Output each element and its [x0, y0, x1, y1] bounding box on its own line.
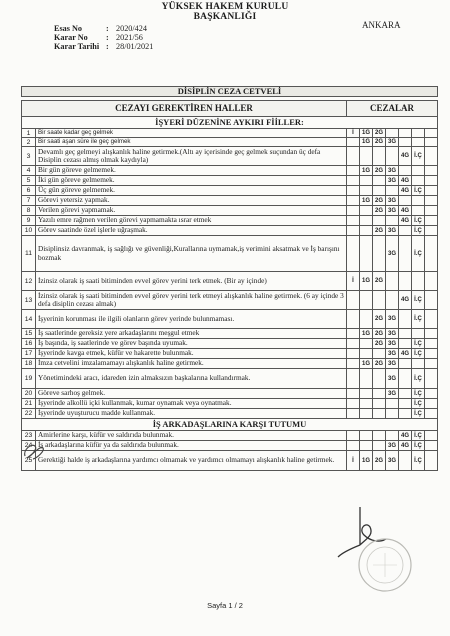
penalty-cell [399, 310, 412, 328]
table-title: DİSİPLİN CEZA CETVELİ [21, 86, 438, 97]
penalty-cell: İ.Ç [412, 369, 425, 388]
penalty-cell: 3G [386, 196, 399, 205]
offense-text: İzinsiz olarak iş saati bitiminden evvel görev yerini terk etmek. (Bir ay içinde) [36, 272, 347, 290]
penalty-cell [347, 176, 360, 185]
table-row [21, 339, 438, 349]
penalty-cell: 2G [373, 226, 386, 235]
penalty-cell [399, 129, 412, 137]
table-row [21, 389, 438, 399]
penalty-cell: İ.Ç [412, 389, 425, 398]
penalty-cell: 3G [386, 176, 399, 185]
penalty-cell [347, 206, 360, 215]
table-row [21, 310, 438, 329]
meta-colon: : [106, 42, 109, 51]
penalty-cell: 1G [360, 359, 373, 368]
penalty-cell [386, 129, 399, 137]
penalty-cell: 3G [386, 369, 399, 388]
row-number: 8 [22, 206, 36, 215]
penalty-cell: 2G [373, 196, 386, 205]
penalty-cell [386, 291, 399, 309]
penalty-cell [360, 206, 373, 215]
penalty-cell: İ.Ç [412, 236, 425, 271]
table-row [21, 329, 438, 339]
penalty-cell [373, 431, 386, 440]
penalty-cell [360, 409, 373, 418]
penalty-cell: İ.Ç [412, 339, 425, 348]
penalty-cell: İ.Ç [412, 147, 425, 165]
penalty-cell: 2G [373, 206, 386, 215]
col-header-offenses: CEZAYI GEREKTİREN HALLER [22, 101, 347, 116]
penalty-cell [373, 147, 386, 165]
penalty-cell: 4G [399, 291, 412, 309]
penalty-cell [360, 176, 373, 185]
table-row [21, 431, 438, 441]
penalty-cell: 3G [386, 166, 399, 175]
offense-text: Bir saate kadar geç gelmek [36, 129, 347, 137]
penalty-cell [347, 310, 360, 328]
table-row [21, 369, 438, 389]
penalty-cell: 3G [386, 329, 399, 338]
table-row [21, 441, 438, 451]
penalty-cell [399, 272, 412, 290]
penalty-cell: İ.Ç [412, 441, 425, 450]
offense-text: İşyerinde kavga etmek, küfür ve hakarette bulunmak. [36, 349, 347, 358]
meta-row [54, 33, 153, 42]
table-row [21, 147, 438, 166]
penalty-cell: 1G [360, 166, 373, 175]
row-number: 25 [22, 451, 36, 470]
table-row [21, 176, 438, 186]
penalty-cell [386, 431, 399, 440]
penalty-cell [360, 236, 373, 271]
penalty-cell [360, 399, 373, 408]
penalty-cell: 2G [373, 272, 386, 290]
penalty-cell [399, 359, 412, 368]
penalty-cell: İ.Ç [412, 431, 425, 440]
penalty-cell [347, 166, 360, 175]
penalty-cell [373, 389, 386, 398]
penalty-cell [347, 359, 360, 368]
offense-text: İş saatlerinde gereksiz yere arkadaşlarını meşgul etmek [36, 329, 347, 338]
penalty-table [21, 86, 438, 471]
penalty-cell [373, 176, 386, 185]
row-number: 19 [22, 369, 36, 388]
penalty-cell: İ.Ç [412, 216, 425, 225]
penalty-cell [360, 349, 373, 358]
penalty-cell [347, 389, 360, 398]
penalty-cell [412, 359, 425, 368]
penalty-cell [399, 339, 412, 348]
penalty-cell: 3G [386, 138, 399, 146]
meta-label: Esas No [54, 24, 82, 33]
penalty-cell: 3G [386, 441, 399, 450]
penalty-cell: 3G [386, 359, 399, 368]
row-number: 13 [22, 291, 36, 309]
penalty-cell [360, 431, 373, 440]
penalty-cell: İ.Ç [412, 409, 425, 418]
col-header-penalties: CEZALAR [347, 101, 437, 116]
penalty-cell: 1G [360, 272, 373, 290]
penalty-cell: 3G [386, 389, 399, 398]
meta-value: 2020/424 [116, 24, 147, 33]
penalty-cell [347, 431, 360, 440]
penalty-cell: 1G [360, 196, 373, 205]
penalty-cell [360, 186, 373, 195]
penalty-cell [347, 349, 360, 358]
meta-colon: : [106, 24, 109, 33]
row-number: 3 [22, 147, 36, 165]
penalty-cell [347, 138, 360, 146]
penalty-cell [386, 216, 399, 225]
row-number: 18 [22, 359, 36, 368]
penalty-cell [347, 216, 360, 225]
penalty-cell [373, 349, 386, 358]
penalty-cell: 3G [386, 226, 399, 235]
penalty-cell: 1G [360, 451, 373, 470]
offense-text: Devamlı geç gelmeyi alışkanlık haline getirmek.(Altı ay içerisinde geç gelmek suçundan üç defa Disiplin cezası almış olmak kaydıyla) [36, 147, 347, 165]
penalty-cell: 3G [386, 339, 399, 348]
penalty-cell [373, 399, 386, 408]
meta-value: 28/01/2021 [116, 42, 154, 51]
row-number: 12 [22, 272, 36, 290]
offense-text: İzinsiz olarak iş saati bitiminden evvel görev yerini terk etmeyi alışkanlık haline getirmek. (6 ay içinde 3 defa disiplin cezası almak) [36, 291, 347, 309]
row-number: 4 [22, 166, 36, 175]
penalty-cell [412, 196, 425, 205]
penalty-cell [347, 441, 360, 450]
offense-text: Bir gün göreve gelmemek. [36, 166, 347, 175]
penalty-cell: 4G [399, 206, 412, 215]
meta-label: Karar Tarihi [54, 42, 100, 51]
penalty-cell: İ [347, 272, 360, 290]
row-number: 24 [22, 441, 36, 450]
meta-label: Karar No [54, 33, 88, 42]
offense-text: Disiplinsiz davranmak, iş sağlığı ve güvenliği,Kurallarına uymamak,iş verimini aksatmak ve İş barışını bozmak [36, 236, 347, 271]
offense-text: Amirlerine karşı, küfür ve saldırıda bulunmak. [36, 431, 347, 440]
penalty-cell [347, 236, 360, 271]
table-row [21, 226, 438, 236]
penalty-cell: 2G [373, 451, 386, 470]
penalty-cell: 1G [360, 129, 373, 137]
penalty-cell [373, 369, 386, 388]
penalty-cell: 2G [373, 339, 386, 348]
penalty-cell [412, 129, 425, 137]
table-body [21, 117, 438, 471]
table-row [21, 399, 438, 409]
row-number: 23 [22, 431, 36, 440]
penalty-cell [347, 291, 360, 309]
penalty-cell [347, 147, 360, 165]
penalty-cell: İ.Ç [412, 226, 425, 235]
penalty-cell [360, 147, 373, 165]
penalty-cell: 1G [360, 138, 373, 146]
row-number: 17 [22, 349, 36, 358]
table-row [21, 236, 438, 272]
table-row [21, 129, 438, 138]
penalty-cell: 4G [399, 431, 412, 440]
offense-text: İşyerinin korunması ile ilgili olanların görev yerinde bulunmaması. [36, 310, 347, 328]
city-label: ANKARA [362, 20, 401, 30]
penalty-cell: İ.Ç [412, 399, 425, 408]
institution-header [0, 2, 450, 22]
meta-row [54, 24, 153, 33]
row-number: 21 [22, 399, 36, 408]
offense-text: Görev saatinde özel işlerle uğraşmak. [36, 226, 347, 235]
penalty-cell [399, 226, 412, 235]
penalty-cell: İ [347, 129, 360, 137]
offense-text: Gerektiği halde iş arkadaşlarına yardımcı olmamak ve yardımcı olmamayı alışkanlık haline getirmek. [36, 451, 347, 470]
penalty-cell: 2G [373, 359, 386, 368]
penalty-cell [373, 291, 386, 309]
penalty-cell [399, 399, 412, 408]
penalty-cell [386, 399, 399, 408]
table-row [21, 166, 438, 176]
table-row [21, 206, 438, 216]
meta-colon: : [106, 33, 109, 42]
row-number: 20 [22, 389, 36, 398]
penalty-cell [412, 329, 425, 338]
penalty-cell: 3G [386, 349, 399, 358]
penalty-cell [399, 451, 412, 470]
penalty-cell [360, 216, 373, 225]
table-row [21, 291, 438, 310]
penalty-cell [412, 138, 425, 146]
row-number: 7 [22, 196, 36, 205]
penalty-cell [399, 329, 412, 338]
case-meta [54, 24, 153, 51]
penalty-cell: 4G [399, 441, 412, 450]
penalty-cell [386, 272, 399, 290]
table-row [21, 196, 438, 206]
penalty-cell: 3G [386, 451, 399, 470]
row-number: 1 [22, 129, 36, 137]
penalty-cell [412, 272, 425, 290]
row-number: 5 [22, 176, 36, 185]
penalty-cell: 4G [399, 147, 412, 165]
penalty-cell [347, 339, 360, 348]
penalty-cell [360, 441, 373, 450]
offense-text: İş başında, iş saatlerinde ve görev başında uyumak. [36, 339, 347, 348]
offense-text: İş arkadaşlarına küfür ya da saldırıda bulunmak. [36, 441, 347, 450]
penalty-cell [373, 186, 386, 195]
penalty-cell [412, 206, 425, 215]
penalty-cell: 3G [386, 206, 399, 215]
penalty-cell: 3G [386, 310, 399, 328]
penalty-cell [373, 409, 386, 418]
penalty-cell [399, 369, 412, 388]
penalty-cell [399, 409, 412, 418]
penalty-cell [347, 186, 360, 195]
offense-text: Yönetimindeki aracı, idareden izin almaksızın başkalarına kullandırmak. [36, 369, 347, 388]
penalty-cell [360, 369, 373, 388]
penalty-cell: 2G [373, 329, 386, 338]
penalty-cell: 1G [360, 329, 373, 338]
section-heading: İŞYERİ DÜZENİNE AYKIRI FİİLLER: [21, 117, 438, 129]
row-number: 15 [22, 329, 36, 338]
penalty-cell [399, 389, 412, 398]
penalty-cell: İ.Ç [412, 291, 425, 309]
row-number: 22 [22, 409, 36, 418]
offense-text: İşyerinde uyuşturucu madde kullanmak. [36, 409, 347, 418]
row-number: 10 [22, 226, 36, 235]
penalty-cell: 2G [373, 138, 386, 146]
penalty-cell [360, 291, 373, 309]
penalty-cell: İ.Ç [412, 310, 425, 328]
table-header [21, 100, 438, 117]
table-row [21, 349, 438, 359]
penalty-cell [412, 166, 425, 175]
section-heading: İŞ ARKADAŞLARINA KARŞI TUTUMU [21, 419, 438, 431]
meta-row [54, 42, 153, 51]
row-number: 16 [22, 339, 36, 348]
penalty-cell [399, 236, 412, 271]
penalty-cell: 2G [373, 310, 386, 328]
offense-text: Bir saati aşan süre ile geç gelmek [36, 138, 347, 146]
row-number: 11 [22, 236, 36, 271]
penalty-cell: 2G [373, 166, 386, 175]
penalty-cell [347, 409, 360, 418]
penalty-cell [386, 186, 399, 195]
offense-text: Göreve sarhoş gelmek. [36, 389, 347, 398]
institution-name: YÜKSEK HAKEM KURULU [161, 2, 289, 12]
penalty-cell [347, 226, 360, 235]
offense-text: İmza cetvelini imzalamamayı alışkanlık haline getirmek. [36, 359, 347, 368]
penalty-cell [412, 176, 425, 185]
table-row [21, 409, 438, 419]
page-footer: Sayfa 1 / 2 [207, 601, 243, 610]
penalty-cell: İ.Ç [412, 186, 425, 195]
offense-text: Verilen görevi yapmamak. [36, 206, 347, 215]
penalty-cell [347, 399, 360, 408]
penalty-cell [373, 236, 386, 271]
penalty-cell: İ [347, 451, 360, 470]
offense-text: İki gün göreve gelmemek. [36, 176, 347, 185]
penalty-cell [373, 441, 386, 450]
penalty-cell [347, 369, 360, 388]
penalty-cell: 4G [399, 216, 412, 225]
table-row [21, 186, 438, 196]
penalty-cell [386, 409, 399, 418]
penalty-cell: 4G [399, 176, 412, 185]
offense-text: İşyerinde alkollü içki kullanmak, kumar oynamak veya oynatmak. [36, 399, 347, 408]
table-row [21, 138, 438, 147]
table-row [21, 272, 438, 291]
offense-text: Üç gün göreve gelmemek. [36, 186, 347, 195]
row-number: 2 [22, 138, 36, 146]
handwritten-initial [21, 440, 47, 462]
penalty-cell [399, 138, 412, 146]
penalty-cell [360, 389, 373, 398]
penalty-cell: İ.Ç [412, 349, 425, 358]
official-stamp [355, 535, 415, 595]
penalty-cell [360, 226, 373, 235]
penalty-cell [347, 329, 360, 338]
penalty-cell [386, 147, 399, 165]
row-number: 6 [22, 186, 36, 195]
table-row [21, 451, 438, 471]
penalty-cell [347, 196, 360, 205]
row-number: 9 [22, 216, 36, 225]
penalty-cell: 4G [399, 186, 412, 195]
penalty-cell: İ.Ç [412, 451, 425, 470]
table-row [21, 216, 438, 226]
penalty-cell: 3G [386, 236, 399, 271]
offense-text: Yazılı emre rağmen verilen görevi yapmamakta ısrar etmek [36, 216, 347, 225]
meta-value: 2021/56 [116, 33, 143, 42]
table-row [21, 359, 438, 369]
penalty-cell [373, 216, 386, 225]
penalty-cell [399, 166, 412, 175]
penalty-cell: 2G [373, 129, 386, 137]
penalty-cell: 4G [399, 349, 412, 358]
institution-unit: BAŞKANLIĞI [193, 12, 257, 22]
penalty-cell [360, 310, 373, 328]
offense-text: Görevi yetersiz yapmak. [36, 196, 347, 205]
penalty-cell [399, 196, 412, 205]
row-number: 14 [22, 310, 36, 328]
penalty-cell [360, 339, 373, 348]
